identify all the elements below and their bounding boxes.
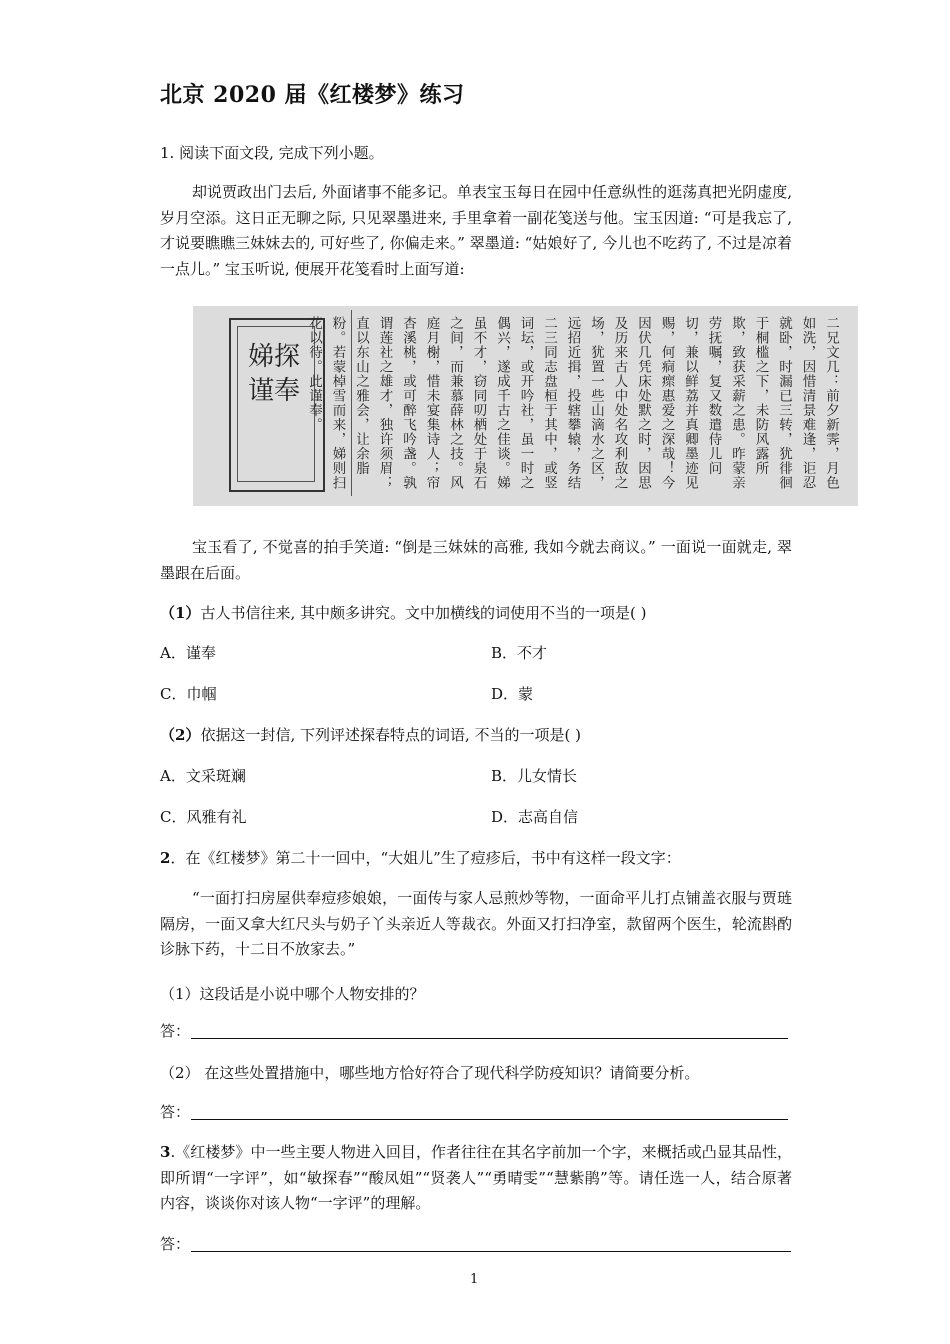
q1-sub2-question (160, 723, 792, 747)
document-title: 北京 2020 届《红楼梦》练习 (160, 82, 465, 108)
q1-sub1-number: （1） (160, 604, 201, 622)
q3-answer-line[interactable] (191, 1251, 791, 1252)
q2-quote: “一面打扫房屋供奉痘疹娘娘，一面传与家人忌煎炒等物，一面命平儿打点铺盖衣服与贾琏隔房，一面又拿大红尺头与奶子丫头亲近人等裁衣。外面又打扫净室，款留两个医生，轮流斟酌诊脉下药，十二日不放家去。” (160, 889, 792, 958)
q1-sub2-option-a: A．文采斑斓 (160, 767, 246, 785)
q1-sub2-number: （2） (160, 726, 201, 744)
letter-seal-text: 娣探谨奉 (247, 342, 300, 406)
q1-sub1-option-a: A．谨奉 (160, 644, 216, 662)
letter-image (193, 306, 858, 506)
q1-sub2-stem: 依据这一封信, 下列评述探春特点的词语, 不当的一项是( ) (200, 726, 581, 744)
q1-passage: 却说贾政出门去后, 外面诸事不能多记。单表宝玉每日在园中任意纵性的逛荡真把光阴虚度, 岁月空添。这日正无聊之际, 只见翠墨进来, 手里拿着一副花笺送与他。宝玉因道: “可是我忘了, 才说要瞧瞧三妹妹去的, 可好些了, 你偏走来。” 翠墨道: “姑娘好了, 今儿也不吃药了, 不过是凉着一点儿。” 宝玉听说, 便展开花笺看时上面写道: (160, 183, 792, 278)
q1-sub1-option-c: C．巾帼 (160, 685, 217, 703)
q2-sub1-answer-line[interactable] (191, 1038, 788, 1039)
q3-stem: .《红楼梦》中一些主要人物进入回目，作者往往在其名字前加一个字，来概括或凸显其品性，即所谓“一字评”，如“敏探春”“酸凤姐”“贤袭人”“勇晴雯”“慧紫鹃”等。请任选一人，结合原著内容，谈谈你对该人物“一字评”的理解。 (160, 1143, 792, 1212)
q2-sub2-answer-line[interactable] (191, 1119, 788, 1120)
q1-after-text: 宝玉看了, 不觉喜的拍手笑道: “倒是三妹妹的高雅, 我如今就去商议。” 一面说一面就走, 翠墨跟在后面。 (160, 538, 792, 582)
q2-sub2-answer-label: 答： (160, 1103, 191, 1121)
q3-answer-label: 答： (160, 1235, 191, 1253)
q1-sub1-question (160, 601, 792, 625)
q2-sub1-answer-label: 答： (160, 1022, 191, 1040)
q1-sub1-option-b: B．不才 (491, 644, 548, 662)
q1-sub2-option-d: D．志高自信 (491, 808, 579, 826)
q1-intro: 1. 阅读下面文段, 完成下列小题。 (160, 144, 384, 162)
q2-sub2: （2） 在这些处置措施中，哪些地方恰好符合了现代科学防疫知识？请简要分析。 (160, 1064, 700, 1082)
q2-stem: ．在《红楼梦》第二十一回中，“大姐儿”生了痘疹后，书中有这样一段文字： (170, 849, 681, 867)
q1-sub2-option-b: B．儿女情长 (491, 767, 578, 785)
letter-body-text: 二兄文几：前夕新霁，月色如洗，因惜清景难逢，讵忍就卧，时漏已三转，犹徘徊于桐槛之下，未防风露所欺，致获采薪之患。昨蒙亲劳抚嘱，复又数遣侍儿问切，兼以鲜荔并真卿墨迹见赐，何痌瘝惠爱之深哉！今因伏几凭床处默之时，因思及历来古人中处名攻利敌之场，犹置一些山滴水之区，远招近揖，投辖攀辕，务结二三同志盘桓于其中，或竖词坛，或开吟社，虽一时之偶兴，遂成千古之佳谈。娣虽不才，窃同叨栖处于泉石之间，而兼慕薛林之技。风庭月榭，惜未宴集诗人；帘杏溪桃，或可醉飞吟盏。孰谓莲社之雄才，独许须眉；直以东山之雅会，让余脂粉。若蒙棹雪而来，娣则扫花以待。此谨奉。 (306, 316, 839, 490)
q1-sub1-stem: 古人书信往来, 其中颇多讲究。文中加横线的词使用不当的一项是( ) (200, 604, 647, 622)
q3-number: 3 (160, 1143, 171, 1161)
q1-sub1-option-d: D．蒙 (491, 685, 534, 703)
q2-question (160, 846, 792, 870)
q2-number: 2 (160, 849, 171, 867)
q2-sub1: （1）这段话是小说中哪个人物安排的？ (160, 985, 425, 1003)
q3-question (160, 1140, 792, 1217)
letter-body-frame (306, 310, 852, 496)
q1-sub2-option-c: C．风雅有礼 (160, 808, 247, 826)
page-number: 1 (470, 1272, 479, 1287)
